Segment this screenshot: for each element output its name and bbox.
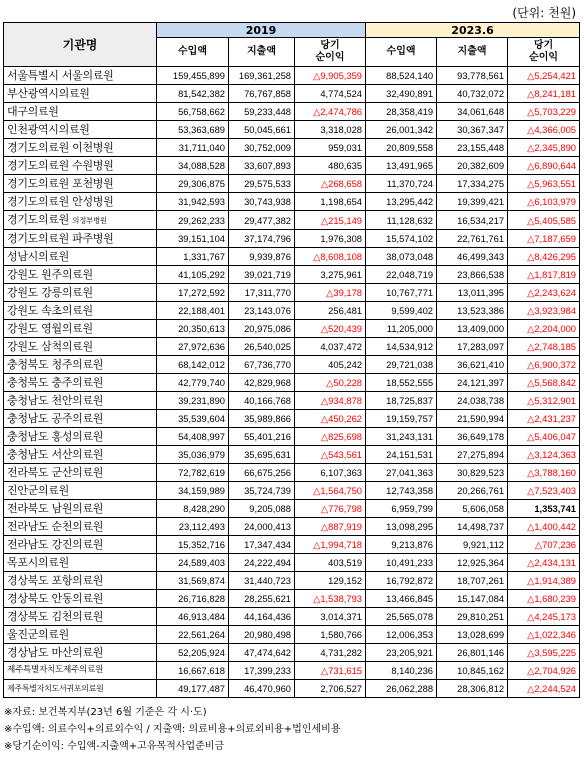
balance-2019-cell: 405,242 — [295, 356, 366, 374]
revenue-2023-cell: 13,295,442 — [366, 193, 437, 211]
unit-label: (단위: 천원) — [512, 6, 576, 20]
expense-2023-cell: 12,925,364 — [437, 554, 508, 572]
expense-2019-cell: 24,000,413 — [229, 518, 295, 536]
footnote-net-income: ※당기순이익: 수입액-지출액+고유목적사업준비금 — [4, 741, 225, 752]
balance-2023-cell: △3,923,984 — [508, 302, 580, 320]
balance-2019-cell: △268,658 — [295, 175, 366, 193]
revenue-2019-cell: 56,758,662 — [157, 103, 229, 121]
balance-2019-cell: △39,178 — [295, 284, 366, 302]
revenue-2023-cell: 23,205,921 — [366, 644, 437, 662]
revenue-2019-cell: 22,561,264 — [157, 626, 229, 644]
revenue-2019-cell: 31,711,040 — [157, 139, 229, 157]
expense-2023-cell: 27,275,894 — [437, 446, 508, 464]
expense-2019-cell: 30,752,009 — [229, 139, 295, 157]
table-row — [4, 374, 580, 392]
header-balance-2023: 당기 순이익 — [508, 38, 580, 67]
revenue-2019-cell: 20,350,613 — [157, 320, 229, 338]
expense-2023-cell: 16,534,217 — [437, 211, 508, 230]
agency-name: 성남시의료원 — [4, 248, 157, 266]
balance-2019-cell: 3,318,028 — [295, 121, 366, 139]
revenue-2019-cell: 34,159,989 — [157, 482, 229, 500]
revenue-2023-cell: 11,370,724 — [366, 175, 437, 193]
expense-2019-cell: 17,347,434 — [229, 536, 295, 554]
revenue-2019-cell: 52,205,924 — [157, 644, 229, 662]
table-row — [4, 284, 580, 302]
agency-name: 충청북도 청주의료원 — [4, 356, 157, 374]
revenue-2023-cell: 16,792,872 — [366, 572, 437, 590]
expense-2019-cell: 23,143,076 — [229, 302, 295, 320]
table-row — [4, 175, 580, 193]
balance-2019-cell: 1,198,654 — [295, 193, 366, 211]
agency-name: 인천광역시의료원 — [4, 121, 157, 139]
expense-2019-cell: 35,989,866 — [229, 410, 295, 428]
expense-2019-cell: 59,233,448 — [229, 103, 295, 121]
agency-name: 경기도의료원 파주병원 — [4, 230, 157, 248]
expense-2019-cell: 20,975,086 — [229, 320, 295, 338]
agency-name: 제주특별자치도서귀포의료원 — [4, 680, 157, 698]
header-year-2023: 2023.6 — [366, 23, 580, 38]
revenue-2023-cell: 9,213,876 — [366, 536, 437, 554]
expense-2019-cell: 29,477,382 — [229, 211, 295, 230]
expense-2019-cell: 46,470,960 — [229, 680, 295, 698]
agency-name: 충청남도 공주의료원 — [4, 410, 157, 428]
revenue-2023-cell: 32,490,891 — [366, 85, 437, 103]
balance-2023-cell: △7,187,659 — [508, 230, 580, 248]
expense-2019-cell: 20,980,498 — [229, 626, 295, 644]
revenue-2019-cell: 34,088,528 — [157, 157, 229, 175]
revenue-2023-cell: 13,098,295 — [366, 518, 437, 536]
revenue-2023-cell: 29,721,038 — [366, 356, 437, 374]
revenue-2019-cell: 16,667,618 — [157, 662, 229, 680]
revenue-2019-cell: 24,589,403 — [157, 554, 229, 572]
expense-2019-cell: 39,021,719 — [229, 266, 295, 284]
balance-2019-cell: △520,439 — [295, 320, 366, 338]
revenue-2019-cell: 31,569,874 — [157, 572, 229, 590]
balance-2023-cell: 1,353,741 — [508, 500, 580, 518]
agency-name: 경기도의료원 안성병원 — [4, 193, 157, 211]
balance-2023-cell: △8,426,295 — [508, 248, 580, 266]
agency-name: 경상북도 김천의료원 — [4, 608, 157, 626]
revenue-2023-cell: 22,048,719 — [366, 266, 437, 284]
expense-2023-cell: 36,621,410 — [437, 356, 508, 374]
expense-2019-cell: 40,166,768 — [229, 392, 295, 410]
expense-2023-cell: 40,732,072 — [437, 85, 508, 103]
balance-2023-cell: △5,406,047 — [508, 428, 580, 446]
agency-name: 충청북도 충주의료원 — [4, 374, 157, 392]
revenue-2023-cell: 26,001,342 — [366, 121, 437, 139]
balance-2023-cell: △2,704,926 — [508, 662, 580, 680]
balance-2019-cell: △2,474,786 — [295, 103, 366, 121]
revenue-2023-cell: 18,725,837 — [366, 392, 437, 410]
balance-2019-cell: 1,976,308 — [295, 230, 366, 248]
revenue-2023-cell: 18,552,555 — [366, 374, 437, 392]
balance-2019-cell: △887,919 — [295, 518, 366, 536]
revenue-2019-cell: 54,408,997 — [157, 428, 229, 446]
balance-2019-cell: △776,798 — [295, 500, 366, 518]
balance-2023-cell: △6,890,644 — [508, 157, 580, 175]
expense-2023-cell: 28,306,812 — [437, 680, 508, 698]
table-row — [4, 230, 580, 248]
revenue-2019-cell: 39,151,104 — [157, 230, 229, 248]
expense-2023-cell: 20,382,609 — [437, 157, 508, 175]
balance-2019-cell: △934,878 — [295, 392, 366, 410]
balance-2023-cell: △707,236 — [508, 536, 580, 554]
balance-2023-cell: △2,434,131 — [508, 554, 580, 572]
revenue-2023-cell: 13,491,965 — [366, 157, 437, 175]
balance-2019-cell: 403,519 — [295, 554, 366, 572]
expense-2023-cell: 22,761,761 — [437, 230, 508, 248]
table-row — [4, 410, 580, 428]
expense-2023-cell: 26,801,146 — [437, 644, 508, 662]
balance-2019-cell: △450,262 — [295, 410, 366, 428]
table-row — [4, 590, 580, 608]
balance-2023-cell: △7,523,403 — [508, 482, 580, 500]
expense-2023-cell: 14,498,737 — [437, 518, 508, 536]
expense-2019-cell: 30,743,938 — [229, 193, 295, 211]
table-row — [4, 446, 580, 464]
balance-2023-cell: △5,254,421 — [508, 67, 580, 85]
revenue-2019-cell: 49,177,487 — [157, 680, 229, 698]
expense-2019-cell: 35,695,631 — [229, 446, 295, 464]
revenue-2023-cell: 11,205,000 — [366, 320, 437, 338]
agency-name: 강원도 속초의료원 — [4, 302, 157, 320]
balance-2023-cell: △4,366,005 — [508, 121, 580, 139]
revenue-2023-cell: 12,006,353 — [366, 626, 437, 644]
agency-name: 경상남도 마산의료원 — [4, 644, 157, 662]
expense-2023-cell: 93,778,561 — [437, 67, 508, 85]
expense-2023-cell: 17,283,097 — [437, 338, 508, 356]
agency-name: 대구의료원 — [4, 103, 157, 121]
table-row — [4, 320, 580, 338]
agency-name: 서울특별시 서울의료원 — [4, 67, 157, 85]
revenue-2019-cell: 35,539,604 — [157, 410, 229, 428]
agency-name: 경기도의료원 의정부병원 — [4, 211, 157, 230]
balance-2023-cell: △5,703,229 — [508, 103, 580, 121]
revenue-2023-cell: 9,599,402 — [366, 302, 437, 320]
expense-2023-cell: 17,334,275 — [437, 175, 508, 193]
table-row — [4, 302, 580, 320]
revenue-2019-cell: 53,363,689 — [157, 121, 229, 139]
balance-2023-cell: △6,103,979 — [508, 193, 580, 211]
table-row — [4, 680, 580, 698]
revenue-2019-cell: 159,455,899 — [157, 67, 229, 85]
revenue-2019-cell: 17,272,592 — [157, 284, 229, 302]
header-expense-2023: 지출액 — [437, 38, 508, 67]
balance-2019-cell: △1,994,718 — [295, 536, 366, 554]
table-row — [4, 464, 580, 482]
revenue-2023-cell: 31,243,131 — [366, 428, 437, 446]
agency-name: 목포시의료원 — [4, 554, 157, 572]
expense-2019-cell: 44,164,436 — [229, 608, 295, 626]
table-row — [4, 157, 580, 175]
revenue-2019-cell: 8,428,290 — [157, 500, 229, 518]
balance-2023-cell: △2,243,624 — [508, 284, 580, 302]
balance-2023-cell: △5,568,842 — [508, 374, 580, 392]
balance-2019-cell: 3,014,371 — [295, 608, 366, 626]
finance-table — [3, 22, 580, 698]
table-row — [4, 482, 580, 500]
table-row — [4, 67, 580, 85]
balance-2019-cell: 4,731,282 — [295, 644, 366, 662]
revenue-2023-cell: 10,491,233 — [366, 554, 437, 572]
expense-2019-cell: 24,222,494 — [229, 554, 295, 572]
expense-2023-cell: 13,409,000 — [437, 320, 508, 338]
balance-2019-cell: △50,228 — [295, 374, 366, 392]
expense-2023-cell: 36,649,178 — [437, 428, 508, 446]
expense-2019-cell: 31,440,723 — [229, 572, 295, 590]
table-row — [4, 500, 580, 518]
revenue-2019-cell: 27,972,636 — [157, 338, 229, 356]
table-row — [4, 211, 580, 230]
expense-2023-cell: 13,011,395 — [437, 284, 508, 302]
expense-2019-cell: 26,540,025 — [229, 338, 295, 356]
revenue-2023-cell: 38,073,048 — [366, 248, 437, 266]
expense-2023-cell: 30,367,347 — [437, 121, 508, 139]
balance-2019-cell: △1,538,793 — [295, 590, 366, 608]
agency-name: 경상북도 안동의료원 — [4, 590, 157, 608]
balance-2023-cell: △1,817,819 — [508, 266, 580, 284]
expense-2019-cell: 17,399,233 — [229, 662, 295, 680]
expense-2019-cell: 76,767,858 — [229, 85, 295, 103]
expense-2023-cell: 15,147,084 — [437, 590, 508, 608]
expense-2023-cell: 23,155,448 — [437, 139, 508, 157]
revenue-2019-cell: 31,942,593 — [157, 193, 229, 211]
expense-2023-cell: 13,028,699 — [437, 626, 508, 644]
expense-2019-cell: 169,361,258 — [229, 67, 295, 85]
balance-2019-cell: 1,580,766 — [295, 626, 366, 644]
revenue-2023-cell: 15,574,102 — [366, 230, 437, 248]
agency-name: 충청남도 천안의료원 — [4, 392, 157, 410]
revenue-2019-cell: 26,716,828 — [157, 590, 229, 608]
revenue-2023-cell: 20,809,558 — [366, 139, 437, 157]
table-body — [4, 67, 580, 698]
revenue-2023-cell: 26,062,288 — [366, 680, 437, 698]
balance-2019-cell: △1,564,750 — [295, 482, 366, 500]
balance-2023-cell: △2,244,524 — [508, 680, 580, 698]
revenue-2023-cell: 19,159,757 — [366, 410, 437, 428]
expense-2023-cell: 24,038,738 — [437, 392, 508, 410]
table-row — [4, 356, 580, 374]
header-revenue-2019: 수입액 — [157, 38, 229, 67]
revenue-2023-cell: 8,140,236 — [366, 662, 437, 680]
revenue-2019-cell: 42,779,740 — [157, 374, 229, 392]
table-row — [4, 121, 580, 139]
agency-name: 경기도의료원 포천병원 — [4, 175, 157, 193]
balance-2023-cell: △8,241,181 — [508, 85, 580, 103]
table-row — [4, 139, 580, 157]
expense-2023-cell: 46,499,343 — [437, 248, 508, 266]
header-balance-2019: 당기 순이익 — [295, 38, 366, 67]
agency-name: 전라북도 군산의료원 — [4, 464, 157, 482]
revenue-2023-cell: 88,524,140 — [366, 67, 437, 85]
expense-2023-cell: 20,266,761 — [437, 482, 508, 500]
revenue-2023-cell: 24,151,531 — [366, 446, 437, 464]
table-row — [4, 608, 580, 626]
expense-2023-cell: 18,707,261 — [437, 572, 508, 590]
revenue-2019-cell: 22,188,401 — [157, 302, 229, 320]
balance-2023-cell: △2,204,000 — [508, 320, 580, 338]
expense-2019-cell: 17,311,770 — [229, 284, 295, 302]
balance-2019-cell: 4,037,472 — [295, 338, 366, 356]
revenue-2019-cell: 41,105,292 — [157, 266, 229, 284]
footnote-source: ※자료: 보건복지부(23년 6월 기준은 각 시·도) — [4, 707, 207, 718]
balance-2023-cell: △6,900,372 — [508, 356, 580, 374]
expense-2019-cell: 67,736,770 — [229, 356, 295, 374]
agency-name: 경기도의료원 이천병원 — [4, 139, 157, 157]
expense-2023-cell: 5,606,058 — [437, 500, 508, 518]
expense-2019-cell: 9,939,876 — [229, 248, 295, 266]
balance-2019-cell: △731,615 — [295, 662, 366, 680]
revenue-2019-cell: 68,142,012 — [157, 356, 229, 374]
footnote-revenue-expense: ※수입액: 의료수익+의료외수익 / 지출액: 의료비용+의료외비용+법인세비용 — [4, 724, 341, 735]
header-expense-2019: 지출액 — [229, 38, 295, 67]
agency-name: 경상북도 포항의료원 — [4, 572, 157, 590]
balance-2023-cell: △2,748,185 — [508, 338, 580, 356]
expense-2019-cell: 37,174,796 — [229, 230, 295, 248]
balance-2019-cell: 4,774,524 — [295, 85, 366, 103]
agency-name: 강원도 원주의료원 — [4, 266, 157, 284]
balance-2023-cell: △4,245,173 — [508, 608, 580, 626]
revenue-2023-cell: 10,767,771 — [366, 284, 437, 302]
revenue-2023-cell: 27,041,363 — [366, 464, 437, 482]
expense-2019-cell: 9,205,088 — [229, 500, 295, 518]
balance-2023-cell: △3,788,160 — [508, 464, 580, 482]
revenue-2019-cell: 39,231,890 — [157, 392, 229, 410]
expense-2019-cell: 35,724,739 — [229, 482, 295, 500]
revenue-2019-cell: 81,542,382 — [157, 85, 229, 103]
balance-2019-cell: △543,561 — [295, 446, 366, 464]
revenue-2019-cell: 15,352,716 — [157, 536, 229, 554]
revenue-2019-cell: 46,913,484 — [157, 608, 229, 626]
agency-name: 진안군의료원 — [4, 482, 157, 500]
balance-2023-cell: △1,680,239 — [508, 590, 580, 608]
table-row — [4, 554, 580, 572]
expense-2023-cell: 30,829,523 — [437, 464, 508, 482]
expense-2019-cell: 42,829,968 — [229, 374, 295, 392]
table-row — [4, 536, 580, 554]
table-row — [4, 428, 580, 446]
agency-name: 울진군의료원 — [4, 626, 157, 644]
table-row — [4, 248, 580, 266]
revenue-2023-cell: 25,565,078 — [366, 608, 437, 626]
agency-name: 부산광역시의료원 — [4, 85, 157, 103]
expense-2023-cell: 29,810,251 — [437, 608, 508, 626]
balance-2019-cell: 2,706,527 — [295, 680, 366, 698]
table-row — [4, 662, 580, 680]
revenue-2019-cell: 29,262,233 — [157, 211, 229, 230]
balance-2023-cell: △5,963,551 — [508, 175, 580, 193]
agency-name: 충청남도 서산의료원 — [4, 446, 157, 464]
balance-2019-cell: △9,905,359 — [295, 67, 366, 85]
agency-name: 강원도 영월의료원 — [4, 320, 157, 338]
agency-name: 전라남도 강진의료원 — [4, 536, 157, 554]
balance-2019-cell: △215,149 — [295, 211, 366, 230]
expense-2023-cell: 34,061,648 — [437, 103, 508, 121]
balance-2023-cell: △5,312,901 — [508, 392, 580, 410]
agency-name: 경기도의료원 수원병원 — [4, 157, 157, 175]
balance-2019-cell: 480,635 — [295, 157, 366, 175]
revenue-2019-cell: 72,782,619 — [157, 464, 229, 482]
balance-2023-cell: △1,400,442 — [508, 518, 580, 536]
expense-2023-cell: 10,845,162 — [437, 662, 508, 680]
agency-name: 강원도 삼척의료원 — [4, 338, 157, 356]
balance-2023-cell: △1,022,346 — [508, 626, 580, 644]
expense-2019-cell: 50,045,661 — [229, 121, 295, 139]
revenue-2023-cell: 14,534,912 — [366, 338, 437, 356]
balance-2019-cell: 256,481 — [295, 302, 366, 320]
balance-2019-cell: △8,608,108 — [295, 248, 366, 266]
expense-2019-cell: 47,474,642 — [229, 644, 295, 662]
revenue-2023-cell: 11,128,632 — [366, 211, 437, 230]
expense-2023-cell: 24,121,397 — [437, 374, 508, 392]
expense-2023-cell: 23,866,538 — [437, 266, 508, 284]
table-row — [4, 338, 580, 356]
balance-2023-cell: △5,405,585 — [508, 211, 580, 230]
balance-2023-cell: △2,431,237 — [508, 410, 580, 428]
expense-2019-cell: 66,675,256 — [229, 464, 295, 482]
balance-2023-cell: △2,345,890 — [508, 139, 580, 157]
expense-2023-cell: 21,590,994 — [437, 410, 508, 428]
table-row — [4, 392, 580, 410]
agency-name: 전라남도 순천의료원 — [4, 518, 157, 536]
balance-2023-cell: △3,124,363 — [508, 446, 580, 464]
table-row — [4, 266, 580, 284]
revenue-2019-cell: 29,306,875 — [157, 175, 229, 193]
agency-name: 전라북도 남원의료원 — [4, 500, 157, 518]
revenue-2019-cell: 35,036,979 — [157, 446, 229, 464]
revenue-2023-cell: 13,466,845 — [366, 590, 437, 608]
agency-name: 제주특별자치도제주의료원 — [4, 662, 157, 680]
balance-2019-cell: △825,698 — [295, 428, 366, 446]
table-row — [4, 518, 580, 536]
revenue-2023-cell: 28,358,419 — [366, 103, 437, 121]
table-row — [4, 626, 580, 644]
table-row — [4, 103, 580, 121]
balance-2023-cell: △3,595,225 — [508, 644, 580, 662]
expense-2019-cell: 55,401,216 — [229, 428, 295, 446]
header-agency: 기관명 — [4, 23, 157, 67]
balance-2019-cell: 3,275,961 — [295, 266, 366, 284]
revenue-2023-cell: 6,959,799 — [366, 500, 437, 518]
balance-2019-cell: 129,152 — [295, 572, 366, 590]
table-row — [4, 572, 580, 590]
balance-2023-cell: △1,914,389 — [508, 572, 580, 590]
expense-2019-cell: 28,255,621 — [229, 590, 295, 608]
footnotes — [4, 704, 340, 755]
table-row — [4, 644, 580, 662]
expense-2023-cell: 9,921,112 — [437, 536, 508, 554]
balance-2019-cell: 6,107,363 — [295, 464, 366, 482]
expense-2019-cell: 29,575,533 — [229, 175, 295, 193]
expense-2023-cell: 13,523,386 — [437, 302, 508, 320]
table-row — [4, 193, 580, 211]
agency-name: 강원도 강릉의료원 — [4, 284, 157, 302]
revenue-2019-cell: 1,331,767 — [157, 248, 229, 266]
balance-2019-cell: 959,031 — [295, 139, 366, 157]
expense-2019-cell: 33,607,893 — [229, 157, 295, 175]
table-row — [4, 85, 580, 103]
header-year-2019: 2019 — [157, 23, 366, 38]
agency-name: 충청남도 홍성의료원 — [4, 428, 157, 446]
revenue-2019-cell: 23,112,493 — [157, 518, 229, 536]
revenue-2023-cell: 12,743,358 — [366, 482, 437, 500]
header-revenue-2023: 수입액 — [366, 38, 437, 67]
expense-2023-cell: 19,399,421 — [437, 193, 508, 211]
